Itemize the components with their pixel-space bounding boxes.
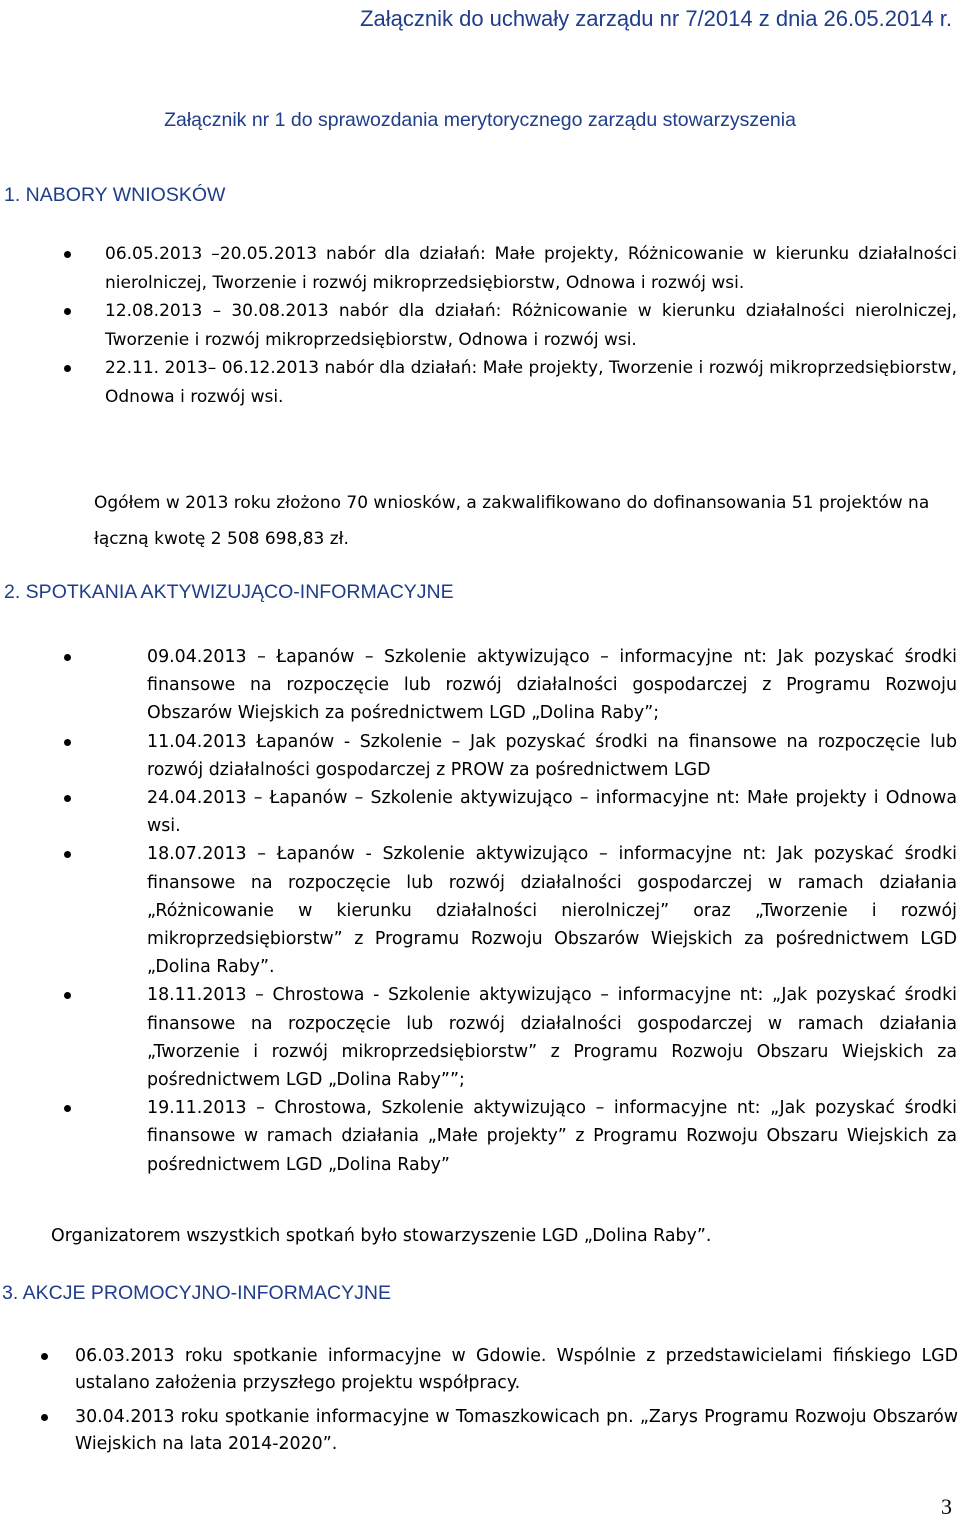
list-item: 22.11. 2013– 06.12.2013 nabór dla działań: Małe projekty, Tworzenie i rozwój mikroprzedsiębiorstw, Odnowa i rozwój wsi.	[105, 354, 957, 411]
bullet-icon	[64, 251, 71, 258]
list-item: 18.11.2013 – Chrostowa - Szkolenie aktywizująco – informacyjne nt: „Jak pozyskać środki finansowe na rozpoczęcie lub rozwój działalności gospodarczej w ramach działania „Tworzenie i rozwój mikroprzedsiębiorstw” z Programu Rozwoju Obszaru Wiejskich za pośrednictwem LGD „Dolina Raby””;	[147, 981, 957, 1094]
section-heading-spotkania: 2. SPOTKANIA AKTYWIZUJĄCO-INFORMACYJNE	[4, 581, 454, 603]
list-item: 11.04.2013 Łapanów - Szkolenie – Jak pozyskać środki na finansowe na rozpoczęcie lub rozwój działalności gospodarczej z PROW za pośrednictwem LGD	[147, 728, 957, 784]
list-item: 06.03.2013 roku spotkanie informacyjne w Gdowie. Wspólnie z przedstawicielami fińskiego LGD ustalano założenia przyszłego projektu współpracy.	[75, 1343, 958, 1397]
bullet-icon	[64, 795, 71, 802]
nabory-list	[105, 240, 957, 411]
list-item: 06.05.2013 –20.05.2013 nabór dla działań: Małe projekty, Różnicowanie w kierunku działalności nierolniczej, Tworzenie i rozwój mikroprzedsiębiorstw, Odnowa i rozwój wsi.	[105, 240, 957, 297]
bullet-icon	[64, 739, 71, 746]
bullet-icon	[41, 1353, 48, 1360]
list-item: 19.11.2013 – Chrostowa, Szkolenie aktywizująco – informacyjne nt: „Jak pozyskać środki finansowe w ramach działania „Małe projekty” z Programu Rozwoju Obszaru Wiejskich za pośrednictwem LGD „Dolina Raby”	[147, 1094, 957, 1179]
bullet-icon	[64, 851, 71, 858]
list-item: 12.08.2013 – 30.08.2013 nabór dla działań: Różnicowanie w kierunku działalności nierolniczej, Tworzenie i rozwój mikroprzedsiębiorstw, Odnowa i rozwój wsi.	[105, 297, 957, 354]
bullet-icon	[64, 365, 71, 372]
list-item: 24.04.2013 – Łapanów – Szkolenie aktywizująco – informacyjne nt: Małe projekty i Odnowa wsi.	[147, 784, 957, 840]
list-item: 09.04.2013 – Łapanów – Szkolenie aktywizująco – informacyjne nt: Jak pozyskać środki finansowe na rozpoczęcie lub rozwój działalności gospodarczej z Programu Rozwoju Obszarów Wiejskich za pośrednictwem LGD „Dolina Raby”;	[147, 643, 957, 728]
attachment-note: Załącznik do uchwały zarządu nr 7/2014 z dnia 26.05.2014 r.	[360, 6, 952, 31]
page-number: 3	[941, 1494, 952, 1519]
bullet-icon	[64, 308, 71, 315]
section-heading-nabory: 1. NABORY WNIOSKÓW	[4, 184, 226, 206]
section-heading-akcje: 3. AKCJE PROMOCYJNO-INFORMACYJNE	[2, 1282, 391, 1304]
bullet-icon	[64, 654, 71, 661]
akcje-list	[75, 1343, 958, 1458]
list-item: 18.07.2013 – Łapanów - Szkolenie aktywizująco – informacyjne nt: Jak pozyskać środki finansowe na rozpoczęcie lub rozwój działalności gospodarczej w ramach działania „Różnicowanie w kierunku działalności nierolniczej” oraz „Tworzenie i rozwój mikroprzedsiębiorstw” z Programu Rozwoju Obszarów Wiejskich za pośrednictwem LGD „Dolina Raby”.	[147, 840, 957, 981]
document-subtitle: Załącznik nr 1 do sprawozdania merytorycznego zarządu stowarzyszenia	[164, 109, 796, 131]
spotkania-list	[147, 643, 957, 1179]
nabory-summary: Ogółem w 2013 roku złożono 70 wniosków, a zakwalifikowano do dofinansowania 51 projektów na łączną kwotę 2 508 698,83 zł.	[94, 493, 930, 549]
list-item: 30.04.2013 roku spotkanie informacyjne w Tomaszkowicach pn. „Zarys Programu Rozwoju Obszarów Wiejskich na lata 2014-2020”.	[75, 1404, 958, 1458]
bullet-icon	[64, 992, 71, 999]
organizer-note: Organizatorem wszystkich spotkań było stowarzyszenie LGD „Dolina Raby”.	[51, 1226, 712, 1246]
bullet-icon	[41, 1414, 48, 1421]
bullet-icon	[64, 1105, 71, 1112]
